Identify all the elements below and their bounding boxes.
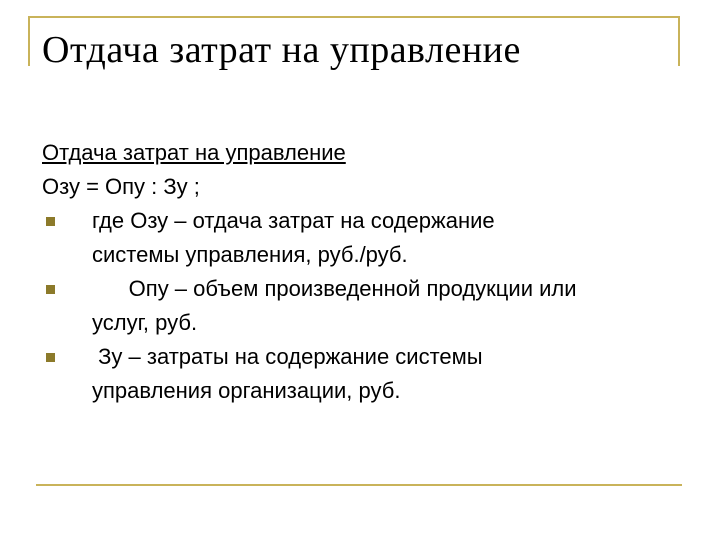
title-frame-top-line bbox=[28, 16, 680, 18]
formula-line: Озу = Опу : Зу ; bbox=[42, 174, 200, 199]
slide-title: Отдача затрат на управление bbox=[42, 29, 521, 71]
square-bullet-icon bbox=[46, 353, 55, 362]
bullet-text-line: управления организации, руб. bbox=[92, 378, 401, 403]
bottom-divider bbox=[36, 484, 682, 486]
square-bullet-icon bbox=[46, 217, 55, 226]
bullet-text-line: системы управления, руб./руб. bbox=[92, 242, 408, 267]
bullet-text-line: услуг, руб. bbox=[92, 310, 198, 335]
bullet-item bbox=[42, 340, 682, 408]
square-bullet-icon bbox=[46, 285, 55, 294]
slide-content bbox=[42, 136, 682, 408]
content-heading: Отдача затрат на управление bbox=[42, 140, 346, 165]
title-frame-right-line bbox=[678, 16, 680, 66]
bullet-item bbox=[42, 272, 682, 340]
bullet-text-line: Зу – затраты на содержание системы bbox=[92, 344, 483, 369]
bullet-item bbox=[42, 204, 682, 272]
bullet-text-line: Опу – объем произведенной продукции или bbox=[92, 276, 577, 301]
title-frame-left-line bbox=[28, 16, 30, 66]
bullet-text-line: где Озу – отдача затрат на содержание bbox=[92, 208, 495, 233]
